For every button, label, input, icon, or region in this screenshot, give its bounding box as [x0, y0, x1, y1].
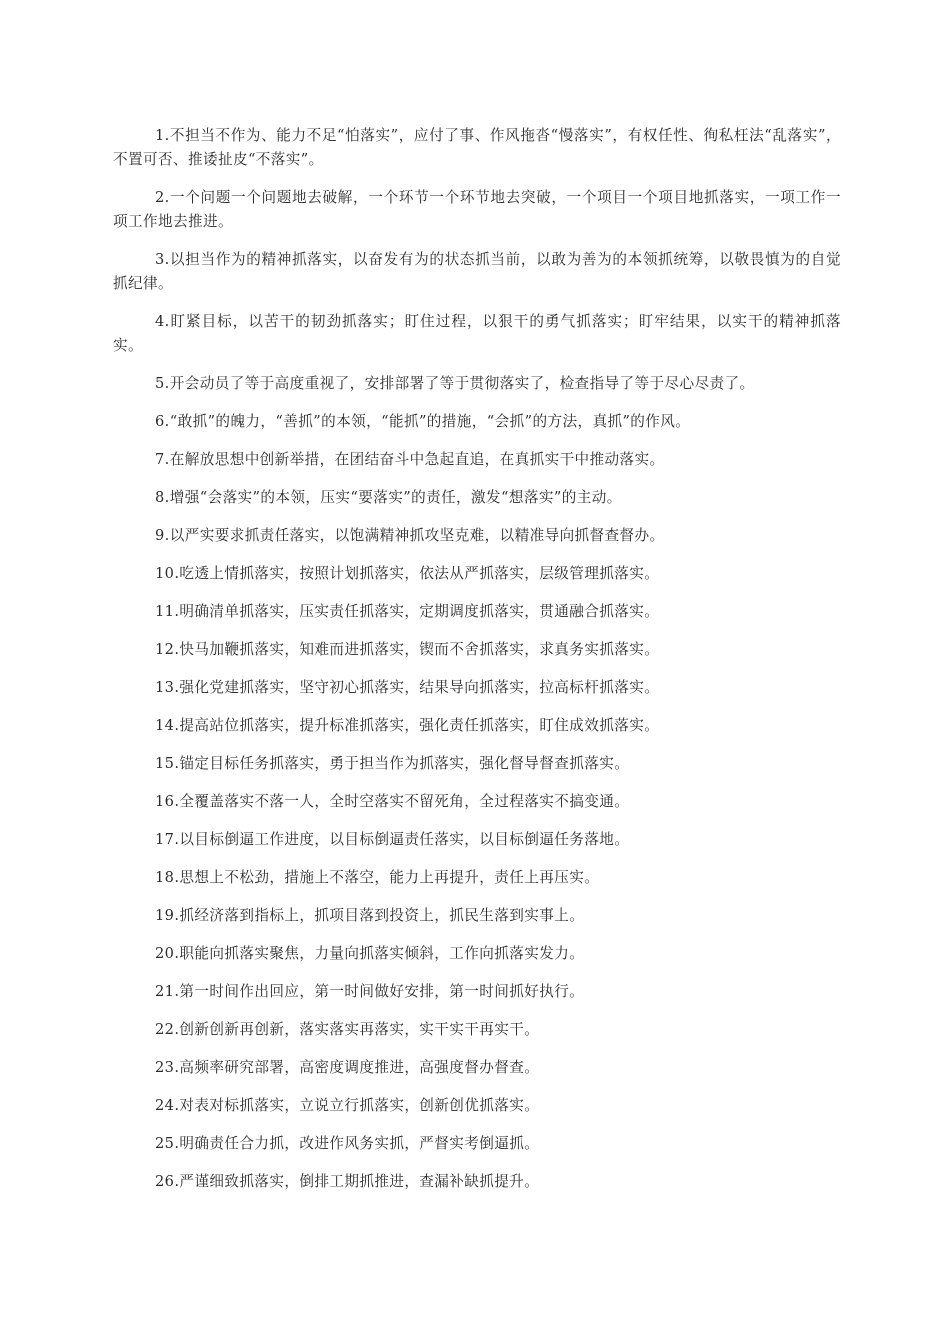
list-item: 20.职能向抓落实聚焦，力量向抓落实倾斜，工作向抓落实发力。 [155, 945, 585, 962]
list-item: 8.增强“会落实”的本领，压实“要落实”的责任，激发“想落实”的主动。 [155, 489, 622, 506]
list-item: 3.以担当作为的精神抓落实，以奋发有为的状态抓当前，以敢为善为的本领抓统筹，以敬畏慎为的自觉抓纪律。 [113, 251, 841, 292]
list-item: 25.明确责任合力抓，改进作风务实抓，严督实考倒逼抓。 [155, 1135, 540, 1152]
list-item: 17.以目标倒逼工作进度，以目标倒逼责任落实，以目标倒逼任务落地。 [155, 831, 630, 848]
list-item: 12.快马加鞭抓落实，知难而进抓落实，锲而不舍抓落实，求真务实抓落实。 [155, 641, 660, 658]
list-item: 14.提高站位抓落实，提升标准抓落实，强化责任抓落实，盯住成效抓落实。 [155, 717, 660, 734]
list-item: 9.以严实要求抓责任落实，以饱满精神抓攻坚克难，以精准导向抓督查督办。 [155, 527, 665, 544]
list-item: 5.开会动员了等于高度重视了，安排部署了等于贯彻落实了，检查指导了等于尽心尽责了。 [155, 375, 755, 392]
list-item: 15.锚定目标任务抓落实，勇于担当作为抓落实，强化督导督查抓落实。 [155, 755, 630, 772]
list-item: 7.在解放思想中创新举措，在团结奋斗中急起直追，在真抓实干中推动落实。 [155, 451, 665, 468]
list-item: 24.对表对标抓落实，立说立行抓落实，创新创优抓落实。 [155, 1097, 540, 1114]
list-item: 21.第一时间作出回应，第一时间做好安排，第一时间抓好执行。 [155, 983, 585, 1000]
list-item: 11.明确清单抓落实，压实责任抓落实，定期调度抓落实，贯通融合抓落实。 [155, 603, 660, 620]
document-body [113, 124, 841, 1208]
list-item: 16.全覆盖落实不落一人，全时空落实不留死角，全过程落实不搞变通。 [155, 793, 630, 810]
list-item: 1.不担当不作为、能力不足“怕落实”，应付了事、作风拖沓“慢落实”，有权任性、徇私枉法“乱落实”，不置可否、推诿扯皮“不落实”。 [113, 127, 841, 168]
list-item: 10.吃透上情抓落实，按照计划抓落实，依法从严抓落实，层级管理抓落实。 [155, 565, 660, 582]
list-item: 13.强化党建抓落实，坚守初心抓落实，结果导向抓落实，拉高标杆抓落实。 [155, 679, 660, 696]
list-item: 23.高频率研究部署，高密度调度推进，高强度督办督查。 [155, 1059, 540, 1076]
list-item: 18.思想上不松劲，措施上不落空，能力上再提升，责任上再压实。 [155, 869, 600, 886]
list-item: 4.盯紧目标，以苦干的韧劲抓落实；盯住过程，以狠干的勇气抓落实；盯牢结果，以实干的精神抓落实。 [113, 313, 841, 354]
list-item: 26.严谨细致抓落实，倒排工期抓推进，查漏补缺抓提升。 [155, 1173, 540, 1190]
list-item: 6.“敢抓”的魄力，“善抓”的本领，“能抓”的措施，“会抓”的方法，真抓”的作风。 [155, 413, 691, 430]
list-item: 22.创新创新再创新，落实落实再落实，实干实干再实干。 [155, 1021, 540, 1038]
list-item: 2.一个问题一个问题地去破解，一个环节一个环节地去突破，一个项目一个项目地抓落实，一项工作一项工作地去推进。 [113, 189, 841, 230]
list-item: 19.抓经济落到指标上，抓项目落到投资上，抓民生落到实事上。 [155, 907, 585, 924]
